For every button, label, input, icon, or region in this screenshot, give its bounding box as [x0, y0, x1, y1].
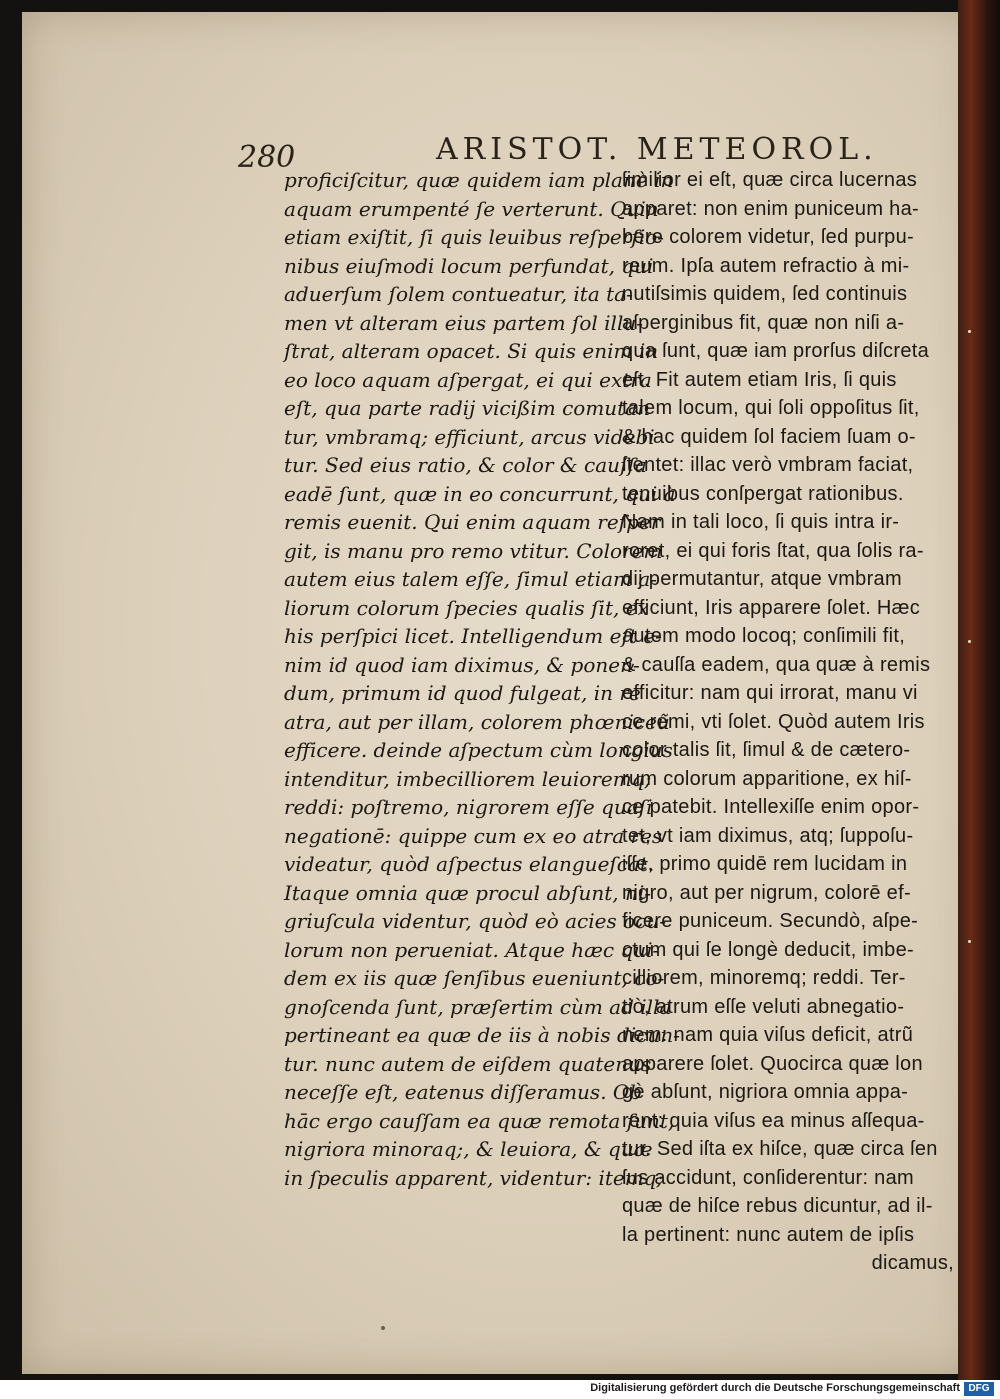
- text-line: tur. nunc autem de eiſdem quatenus: [284, 1051, 652, 1076]
- text-line: proficiſcitur, quæ quidem iam planè in: [284, 168, 674, 192]
- text-line: eadē ſunt, quæ in eo concurrunt, qui à: [284, 481, 676, 506]
- text-line: nigro, aut per nigrum, colorē ef-: [622, 881, 911, 904]
- text-line: aſperginibus fit, quæ non niſi a-: [622, 311, 905, 334]
- edge-mark: [968, 940, 971, 943]
- edge-mark: [968, 640, 971, 643]
- text-line: gè abſunt, nigriora omnia appa-: [622, 1081, 909, 1103]
- text-line: nim id quod iam diximus, & ponen-: [284, 652, 640, 677]
- text-line: remis euenit. Qui enim aquam reſper: [284, 510, 661, 534]
- text-line: liorum colorum ſpecies qualis ſit, ex: [284, 595, 649, 620]
- text-line: efficitur: nam qui irrorat, manu vi: [622, 682, 918, 704]
- text-line: tur. Sed iſta ex hiſce, quæ circa ſen: [622, 1138, 938, 1160]
- text-line: eo loco aquam aſpergat, ei qui extra: [284, 367, 652, 392]
- text-line: reum. Ipſa autem refractio à mi-: [622, 254, 910, 277]
- text-line: apparere ſolet. Quocirca quæ lon: [622, 1052, 923, 1075]
- text-line: la pertinent: nunc autem de ipſis: [622, 1223, 915, 1246]
- text-line: aquam erumpenté ſe verterunt. Quin: [284, 196, 659, 221]
- text-line: Nam in tali loco, ſi quis intra ir-: [622, 511, 900, 533]
- text-line: cilliorem, minoremq; reddi. Ter-: [622, 967, 906, 989]
- right-column: [622, 166, 964, 1278]
- text-line: ſimilior ei eſt, quæ circa lucernas: [622, 169, 918, 191]
- text-line: rum colorum apparitione, ex hiſ-: [622, 767, 912, 790]
- text-line: videatur, quòd aſpectus elangueſcat.: [284, 852, 655, 876]
- text-line: autem modo locoq; conſimili fit,: [622, 625, 906, 647]
- text-line: ctum qui ſe longè deducit, imbe-: [622, 938, 914, 961]
- text-line: reddi: poſtremo, nigrorem eſſe quaſi: [284, 795, 653, 819]
- text-line: negationē: quippe cum ex eo atra res: [284, 823, 663, 848]
- text-line: tur, vmbramq; efficiunt, arcus videbi: [284, 424, 655, 449]
- text-line: gnoſcenda ſunt, præſertim cùm ad illa: [284, 994, 672, 1019]
- running-head: ARISTOT. METEOROL.: [436, 132, 878, 167]
- text-line: lorum non perueniat. Atque hæc qui-: [284, 937, 660, 962]
- text-line: & hac quidem ſol faciem ſuam o-: [622, 425, 916, 448]
- text-line: efficiunt, Iris apparere ſolet. Hæc: [622, 596, 921, 619]
- text-line: talem locum, qui ſoli oppoſitus ſit,: [622, 397, 920, 419]
- text-line: eſt. Fit autem etiam Iris, ſi quis: [622, 368, 897, 391]
- text-line: ſtentet: illac verò vmbram faciat,: [622, 454, 914, 476]
- text-line: dem ex iis quæ ſenſibus eueniunt, co-: [284, 966, 665, 990]
- text-line: atra, aut per illam, colorem phœniceũ: [284, 709, 670, 734]
- text-line: neceſſe eſt, eatenus diſſeramus. Ob: [284, 1080, 643, 1104]
- text-line: git, is manu pro remo vtitur. Colorem: [284, 538, 663, 563]
- text-line: apparet: non enim puniceum ha-: [622, 197, 919, 220]
- dfg-logo: DFG: [964, 1382, 994, 1396]
- text-line: aduerſum ſolem contueatur, ita ta-: [284, 282, 633, 306]
- text-line: qua ſunt, quæ iam prorſus diſcreta: [622, 340, 930, 362]
- text-line: bere colorem videtur, ſed purpu-: [622, 226, 914, 248]
- text-line: tet, vt iam diximus, atq; ſuppoſu-: [622, 824, 914, 847]
- text-line: hāc ergo cauſſam ea quæ remota ſunt,: [284, 1108, 675, 1133]
- text-line: intenditur, imbecilliorem leuioremq;: [284, 766, 652, 791]
- text-line: ficere puniceum. Secundò, aſpe-: [622, 910, 919, 932]
- text-line: color talis ſit, ſimul & de cætero-: [622, 739, 911, 761]
- text-line: pertineant ea quæ de iis à nobis dicun-: [284, 1023, 680, 1047]
- text-line: dum, primum id quod fulgeat, in re: [284, 681, 641, 705]
- text-line: Itaque omnia quæ procul abſunt, ni-: [284, 880, 652, 905]
- text-line: & cauſſa eadem, qua quæ à remis: [622, 653, 931, 676]
- book-edge: [958, 0, 1000, 1380]
- text-line: iſſe, primo quidē rem lucidam in: [622, 853, 908, 875]
- text-line: nigriora minoraq;, & leuiora, & quæ: [284, 1137, 653, 1161]
- text-line: efficere. deinde aſpectum cùm longius: [284, 738, 673, 762]
- text-line: nibus eiuſmodi locum perfundat, qui: [284, 253, 654, 278]
- edge-mark: [968, 330, 971, 333]
- text-line: griuſcula videntur, quòd eò acies ocu-: [284, 909, 666, 933]
- footer-credit: Digitalisierung gefördert durch die Deutsche Forschungsgemeinschaft: [590, 1382, 960, 1394]
- text-line: men vt alteram eius partem ſol illu-: [284, 310, 643, 335]
- left-column: [284, 166, 680, 1192]
- paper-speck: [381, 1326, 385, 1330]
- text-line: ſtrat, alteram opacet. Si quis enim in: [284, 339, 659, 363]
- text-line: tenuibus conſpergat rationibus.: [622, 482, 904, 505]
- text-line: in ſpeculis apparent, videntur: itemq;: [284, 1165, 664, 1190]
- text-line: eſt, qua parte radij vicißim comutan: [284, 396, 651, 420]
- text-line: quæ de hiſce rebus dicuntur, ad il-: [622, 1195, 933, 1217]
- page-number: 280: [238, 140, 296, 175]
- text-line: autem eius talem eſſe, ſimul etiam a-: [284, 567, 658, 591]
- text-line: ce remi, vti ſolet. Quòd autem Iris: [622, 710, 925, 733]
- text-line: ſus accidunt, conſiderentur: nam: [622, 1166, 914, 1189]
- text-line: dicamus,: [871, 1252, 954, 1274]
- text-line: tiò, atrum eſſe veluti abnegatio-: [622, 995, 905, 1018]
- text-line: ce patebit. Intellexiſſe enim opor-: [622, 796, 920, 818]
- footer-bar: [0, 1380, 1000, 1399]
- text-line: tur. Sed eius ratio, & color & cauſſa: [284, 453, 647, 477]
- text-line: rent: quia viſus ea minus aſſequa-: [622, 1109, 925, 1132]
- text-line: nem: nam quia viſus deficit, atrũ: [622, 1024, 914, 1046]
- text-line: his perſpici licet. Intelligendum eſt e-: [284, 624, 662, 648]
- text-line: dij permutantur, atque vmbram: [622, 568, 902, 590]
- text-line: nutiſsimis quidem, ſed continuis: [622, 283, 908, 305]
- text-line: roret, ei qui foris ſtat, qua ſolis ra-: [622, 539, 924, 562]
- text-line: etiam exiſtit, ſi quis leuibus reſperſio-: [284, 225, 664, 249]
